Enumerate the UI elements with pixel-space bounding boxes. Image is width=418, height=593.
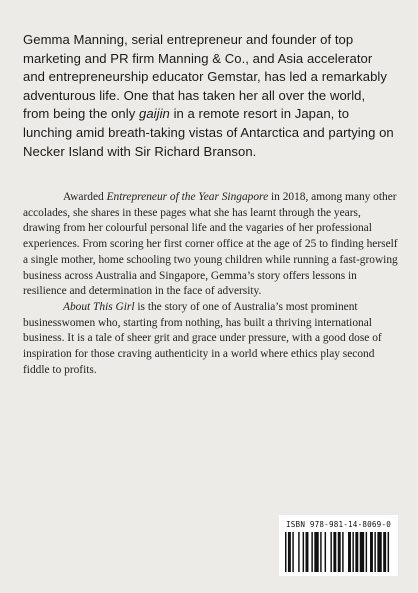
barcode-bar <box>306 532 309 572</box>
isbn-barcode-box <box>279 515 398 576</box>
barcode-bar <box>320 532 321 572</box>
barcode-bar <box>311 532 312 572</box>
blurb-body <box>23 190 399 378</box>
barcode-icon <box>285 532 392 572</box>
barcode-bar <box>374 532 375 572</box>
barcode-bar <box>342 532 343 572</box>
award-title: Entrepreneur of the Year Singapore <box>106 191 269 203</box>
barcode-bar <box>338 532 341 572</box>
isbn-label: ISBN 978-981-14-8069-0 <box>286 520 391 529</box>
book-title: About This Girl <box>63 300 135 313</box>
barcode-bar <box>388 532 389 572</box>
blurb-paragraph-awards <box>23 190 399 300</box>
lead-text-end: in a remote resort in Japan, to lunching amid breath-taking vistas of Antarctica and partying on Necker Island with Sir Richard Branson. <box>23 106 394 159</box>
lead-emphasis: gaijin <box>139 106 170 122</box>
barcode-bar <box>370 532 373 572</box>
barcode-bar <box>360 532 364 572</box>
barcode-bar <box>330 532 331 572</box>
barcode-bar <box>377 532 381 572</box>
barcode-bar <box>348 532 351 572</box>
paragraph-text-start: Awarded <box>63 191 107 203</box>
paragraph-text-end: is the story of one of Australia’s most prominent businesswomen who, starting from nothing, has built a thriving international business. It is a tale of sheer grit and grace under pressure, with a good dose of inspiration for those craving authenticity in a world where ethics play second fiddle to profits. <box>23 300 382 376</box>
blurb-lead-paragraph <box>23 31 395 161</box>
barcode-bar <box>292 532 293 572</box>
barcode-bar <box>333 532 336 572</box>
barcode-bar <box>383 532 386 572</box>
barcode-bar <box>303 532 304 572</box>
barcode-bar <box>355 532 358 572</box>
barcode-bar <box>288 532 291 572</box>
barcode-bar <box>314 532 318 572</box>
lead-text-start: Gemma Manning, serial entrepreneur and founder of top marketing and PR firm Manning & Co., and Asia accelerator and entrepreneurship educator Gemstar, has led a remarkably adventurous life. One that has taken her all over the world, from being the only <box>23 32 387 122</box>
barcode-bar <box>285 532 286 572</box>
blurb-paragraph-book <box>23 300 399 379</box>
barcode-bar <box>298 532 299 572</box>
barcode-bar <box>366 532 367 572</box>
barcode-bar <box>325 532 326 572</box>
barcode-bar <box>352 532 353 572</box>
paragraph-text-end: in 2018, among many other accolades, she shares in these pages what she has learnt through the years, drawing from her colourful personal life and the vagaries of her professional experiences. From scoring her first corner office at the age of 25 to finding herself a single mother, home schooling two young children while running a fast-growing business across Australia and Singapore, Gemma’s story offers lessons in resilience and determination in the face of adversity. <box>23 191 398 298</box>
